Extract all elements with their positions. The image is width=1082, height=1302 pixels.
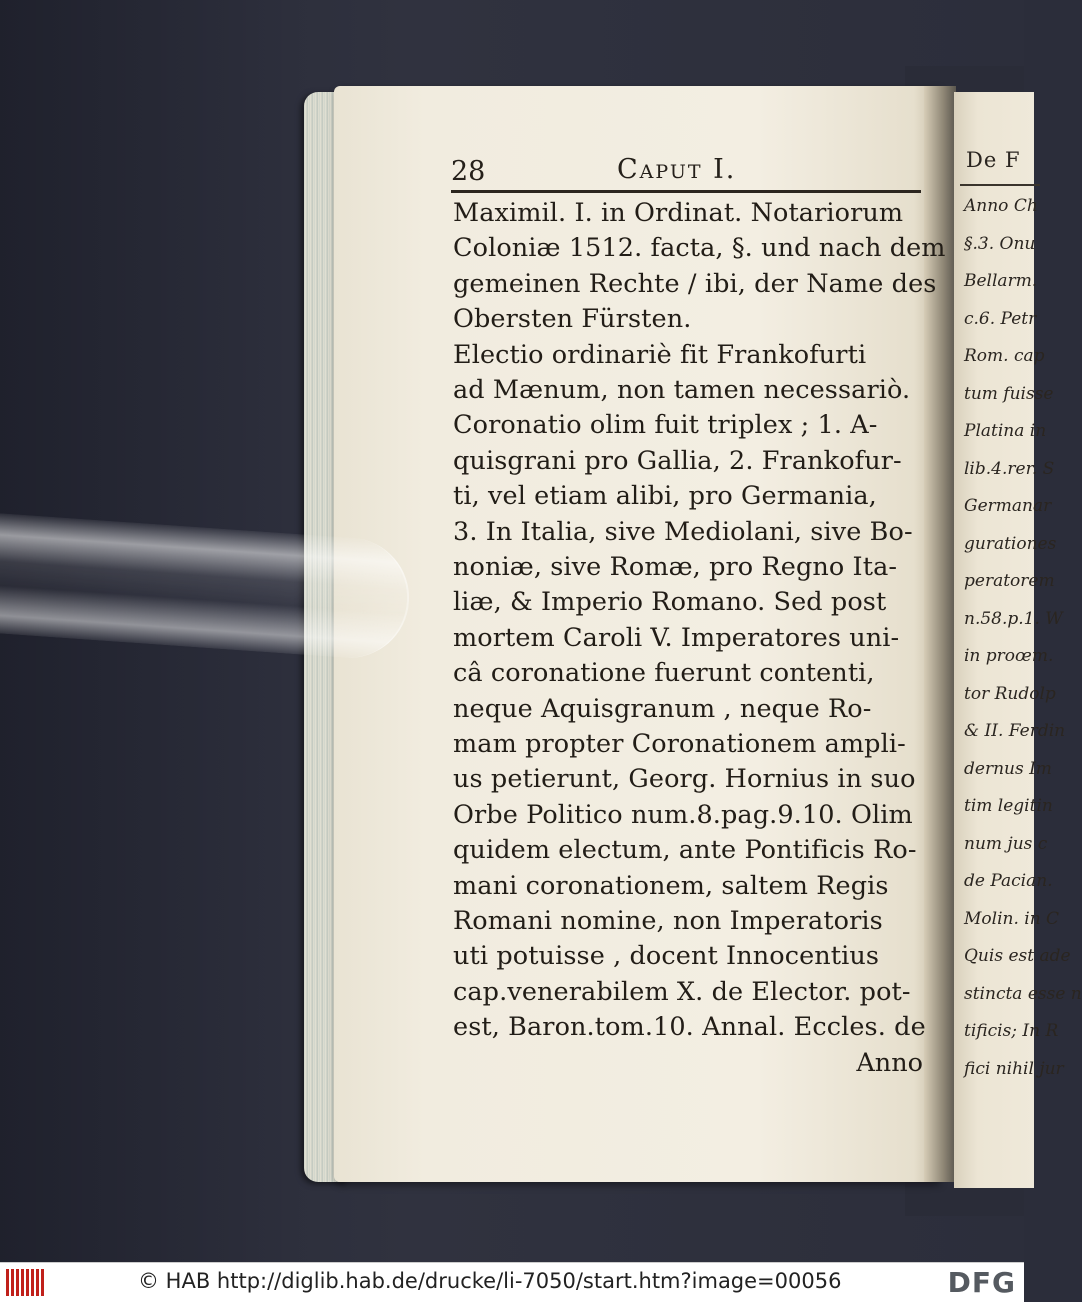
facing-page-line: num jus c <box>964 833 1048 854</box>
facing-page-line: Bellarm. <box>964 271 1038 291</box>
text-line: noniæ, sive Romæ, pro Regno Ita- <box>453 552 898 582</box>
text-line: uti potuisse , docent Innocentius <box>453 941 880 972</box>
facing-page-line: peratorem <box>964 571 1055 591</box>
facing-page-line: lib.4.rer. S <box>964 458 1055 479</box>
text-line: quidem electum, ante Pontificis Ro- <box>453 835 917 866</box>
facing-page-line: Rom. cap <box>964 346 1045 366</box>
dfg-logo: DFG <box>947 1266 1016 1299</box>
facing-page-line: & II. Ferdin <box>964 721 1066 741</box>
text-line: us petierunt, Georg. Hornius in suo <box>453 764 916 795</box>
facing-page-line: in proœm. <box>964 646 1054 666</box>
facing-page-line: de Pacian. <box>964 871 1053 891</box>
facing-page-line: Germanar <box>964 496 1052 516</box>
facing-page-line: fici nihil jur <box>964 1058 1064 1079</box>
copyright-text: © HAB http://diglib.hab.de/drucke/li-7050/start.htm?image=00056 <box>138 1269 842 1293</box>
running-head <box>451 152 921 192</box>
hab-logo-icon <box>6 1269 46 1296</box>
facing-page-line: Quis est ade <box>964 946 1071 966</box>
chapter-title: Caput I. <box>617 154 737 185</box>
text-line: quisgrani pro Gallia, 2. Frankofur- <box>453 445 902 476</box>
facing-page-line: stincta esse n <box>964 983 1082 1004</box>
text-line: mani coronationem, saltem Regis <box>453 870 889 901</box>
facing-page-rule <box>960 184 1040 186</box>
text-line: ti, vel etiam alibi, pro Germania, <box>453 481 877 512</box>
facing-page-line: dernus Im <box>964 758 1052 779</box>
text-line: mortem Caroli V. Imperatores uni- <box>453 622 900 653</box>
text-line: Maximil. I. in Ordinat. Notariorum <box>453 198 904 228</box>
head-rule <box>451 190 921 193</box>
facing-page-line: Anno Ch <box>964 196 1038 216</box>
text-line: Orbe Politico num.8.pag.9.10. Olim <box>453 799 913 830</box>
facing-page-line: tor Rudolp <box>964 683 1056 704</box>
facing-page <box>954 92 1082 1188</box>
catchword: Anno <box>856 1047 923 1078</box>
text-line: Coloniæ 1512. facta, §. und nach dem <box>453 233 946 264</box>
text-line: ad Mænum, non tamen necessariò. <box>453 375 911 405</box>
text-line: 3. In Italia, sive Mediolani, sive Bo- <box>453 516 913 547</box>
text-line: Obersten Fürsten. <box>453 304 692 335</box>
text-line: câ coronatione fuerunt contenti, <box>453 658 875 689</box>
facing-page-header: De F <box>966 148 1021 172</box>
facing-page-line: tim legitin <box>964 796 1053 816</box>
text-line: cap.venerabilem X. de Elector. pot- <box>453 976 911 1007</box>
facing-page-line: tificis; In R <box>964 1021 1059 1041</box>
text-line: gemeinen Rechte / ibi, der Name des <box>453 268 937 299</box>
text-line: neque Aquisgranum , neque Ro- <box>453 693 872 724</box>
facing-page-line: tum fuisse <box>964 383 1054 404</box>
text-line: liæ, & Imperio Romano. Sed post <box>453 587 887 618</box>
text-line: Romani nomine, non Imperatoris <box>453 906 883 936</box>
text-line: Coronatio olim fuit triplex ; 1. A- <box>453 410 878 441</box>
facing-page-line: Platina in <box>964 421 1047 441</box>
text-line: mam propter Coronationem ampli- <box>453 729 906 759</box>
text-line: Electio ordinariè fit Frankofurti <box>453 339 867 370</box>
footer-bar <box>0 1262 1024 1302</box>
facing-page-line: Molin. in C <box>964 908 1060 929</box>
page-number: 28 <box>451 156 486 187</box>
facing-page-line: §.3. Onu <box>964 233 1036 254</box>
text-line: est, Baron.tom.10. Annal. Eccles. de <box>453 1012 926 1043</box>
facing-page-line: gurationes <box>964 533 1057 554</box>
facing-page-line: n.58.p.1. W <box>964 608 1063 629</box>
facing-page-line: c.6. Petr <box>964 308 1037 329</box>
